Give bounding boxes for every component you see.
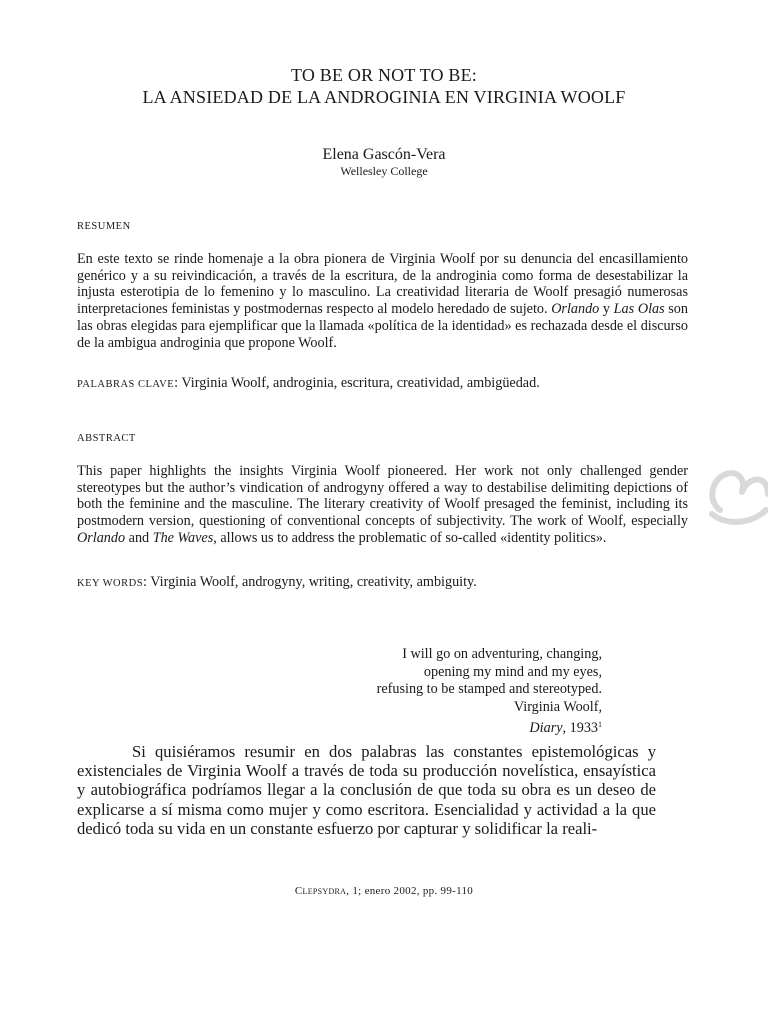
page-footer xyxy=(0,885,768,897)
keywords-label: PALABRAS CLAVE xyxy=(77,379,175,390)
resumen-italic-title: Orlando xyxy=(551,301,600,318)
footnote-marker: 1 xyxy=(598,720,602,729)
author-affiliation: Wellesley College xyxy=(340,164,428,178)
abstract-italic-title: Orlando xyxy=(77,529,126,546)
palabras-clave xyxy=(77,375,688,393)
keywords-list: : Virginia Woolf, androgyny, writing, creativity, ambiguity. xyxy=(143,574,477,590)
keywords-label: KEY WORDS xyxy=(77,578,144,589)
paper-title xyxy=(0,64,768,108)
abstract-text-part: , allows us to address the problematic of so-called «identity politics». xyxy=(213,529,607,546)
resumen-text-part: y xyxy=(599,301,614,318)
journal-name: Clepsydra xyxy=(294,885,347,897)
epigraph-source xyxy=(377,716,602,738)
abstract-text-part: This paper highlights the insights Virginia Woolf pioneered. Her work not only challenged gender stereotypes but the author’s vindication of androgyny offered a way to destabilise delimiting depictions of both the feminine and the masculine. The literary creativity of Woolf presaged the feminist, including its postmodern version, questioning of conventional concepts of subjectivity. The work of Woolf, especially xyxy=(77,463,688,530)
title-line-2: LA ANSIEDAD DE LA ANDROGINIA EN VIRGINIA WOOLF xyxy=(142,87,626,107)
journal-logo-icon xyxy=(702,466,768,528)
citation: , 1; enero 2002, pp. 99-110 xyxy=(346,885,474,897)
epigraph-source-year: , 1933 xyxy=(562,720,598,736)
epigraph-line: refusing to be stamped and stereotyped. xyxy=(376,681,602,697)
body-paragraph: Si quisiéramos resumir en dos palabras las constantes epistemológicas y existenciales de Virginia Woolf a través de toda su producción novelística, ensayística y autobiográfica podríamos llegar a la conclusión de que toda su obra es un deseo de explicarse a sí misma como mujer y como escritora. Esencialidad y actividad a la que dedicó toda su vida en un constante esfuerzo por capturar y solidificar la reali- xyxy=(77,742,656,838)
title-line-1: TO BE OR NOT TO BE: xyxy=(291,65,477,85)
resumen-text-part: son las obras elegidas para ejemplificar que la llamada «política de la identidad» es rechazada desde el discurso de la ambigua androginia que propone Woolf. xyxy=(77,301,688,351)
epigraph-attribution: Virginia Woolf, xyxy=(513,698,602,715)
epigraph-source-title: Diary xyxy=(529,720,563,736)
resumen-text xyxy=(77,251,688,351)
epigraph-line: opening my mind and my eyes, xyxy=(423,663,602,680)
abstract-text xyxy=(77,463,688,547)
key-words xyxy=(77,574,688,592)
resumen-italic-title: Las Olas xyxy=(613,301,665,318)
keywords-list: : Virginia Woolf, androginia, escritura, creatividad, ambigüedad. xyxy=(174,375,540,391)
epigraph-line: I will go on adventuring, changing, xyxy=(402,646,602,662)
resumen-heading: RESUMEN xyxy=(77,221,131,232)
abstract-heading: ABSTRACT xyxy=(77,433,136,444)
author-name: Elena Gascón-Vera xyxy=(322,146,446,163)
resumen-text-part: En este texto se rinde homenaje a la obra pionera de Virginia Woolf por su denuncia del encasillamiento genérico y a su reivindicación, a través de la escritura, de la androginia como forma de desestabilizar la injusta esterotipia de lo femenino y lo masculino. La creatividad literaria de Woolf presagió numerosas interpretaciones feministas y postmodernas respecto al modelo heredado de sujeto. xyxy=(77,251,688,318)
abstract-text-part: and xyxy=(125,529,153,546)
epigraph xyxy=(377,646,602,738)
abstract-italic-title: The Waves xyxy=(152,529,214,546)
